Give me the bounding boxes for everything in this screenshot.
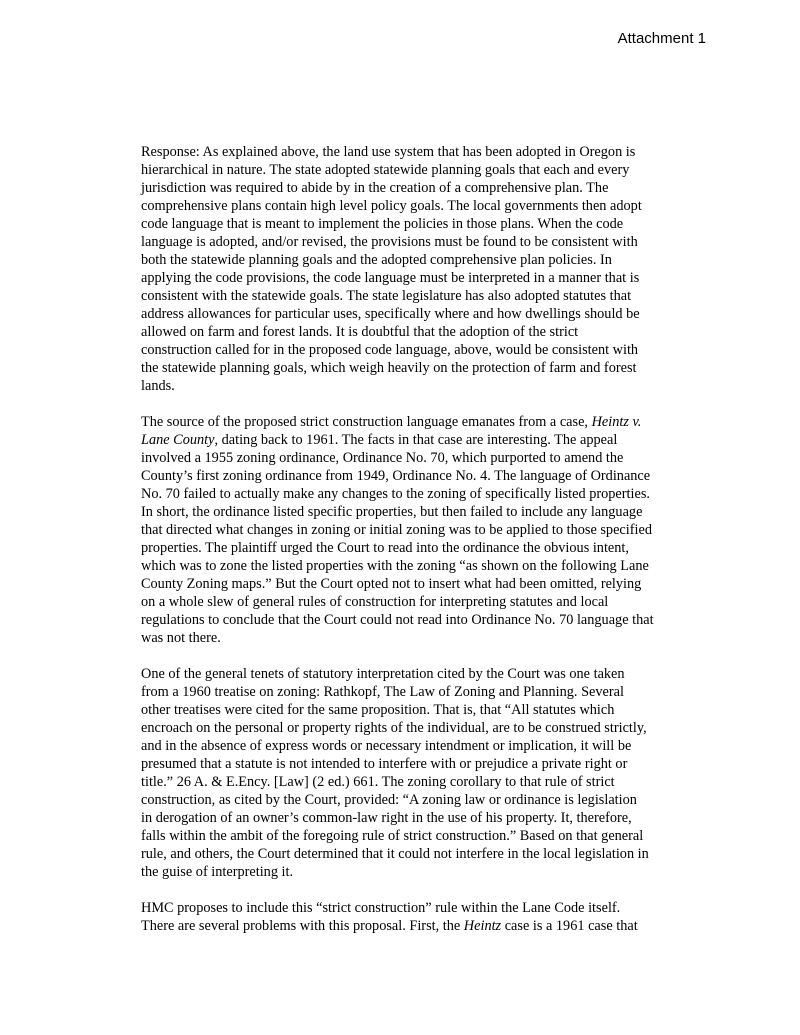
text-line bbox=[141, 557, 710, 575]
text-line bbox=[141, 431, 710, 449]
text-line bbox=[141, 719, 710, 737]
text-line bbox=[141, 701, 710, 719]
text-line bbox=[141, 773, 710, 791]
text-segment: consistent with the statewide goals. The state legislature has also adopted statutes that bbox=[141, 288, 632, 304]
text-line bbox=[141, 521, 710, 539]
text-segment: In short, the ordinance listed specific properties, but then failed to include any language bbox=[141, 504, 643, 520]
text-segment: which was to zone the listed properties with the zoning “as shown on the following Lane bbox=[141, 558, 649, 574]
text-line bbox=[141, 575, 710, 593]
text-line bbox=[141, 179, 710, 197]
text-line bbox=[141, 683, 710, 701]
text-line bbox=[141, 215, 710, 233]
text-line bbox=[141, 449, 710, 467]
text-line bbox=[141, 665, 710, 683]
text-segment: hierarchical in nature. The state adopted statewide planning goals that each and every bbox=[141, 162, 630, 178]
text-segment: HMC proposes to include this “strict construction” rule within the Lane Code itself. bbox=[141, 900, 621, 916]
text-segment: jurisdiction was required to abide by in the creation of a comprehensive plan. The bbox=[141, 180, 609, 196]
text-segment: language is adopted, and/or revised, the provisions must be found to be consistent with bbox=[141, 234, 638, 250]
text-line bbox=[141, 809, 710, 827]
paragraph bbox=[141, 143, 710, 395]
text-line bbox=[141, 287, 710, 305]
text-segment: County Zoning maps.” But the Court opted not to insert what had been omitted, relying bbox=[141, 576, 642, 592]
text-line bbox=[141, 899, 710, 917]
text-segment: construction, as cited by the Court, provided: “A zoning law or ordinance is legislation bbox=[141, 792, 637, 808]
text-line bbox=[141, 269, 710, 287]
text-segment: One of the general tenets of statutory interpretation cited by the Court was one taken bbox=[141, 666, 625, 682]
text-segment: The source of the proposed strict construction language emanates from a case, bbox=[141, 414, 592, 430]
text-line bbox=[141, 791, 710, 809]
text-line bbox=[141, 233, 710, 251]
text-segment: title.” 26 A. & E.Ency. [Law] (2 ed.) 661. The zoning corollary to that rule of strict bbox=[141, 774, 615, 790]
text-line bbox=[141, 629, 710, 647]
italic-text: Heintz v. bbox=[591, 414, 642, 430]
text-segment: allowed on farm and forest lands. It is doubtful that the adoption of the strict bbox=[141, 324, 579, 340]
document-body bbox=[141, 143, 710, 953]
text-segment: the statewide planning goals, which weigh heavily on the protection of farm and forest bbox=[141, 360, 637, 376]
paragraph bbox=[141, 413, 710, 647]
italic-text: Heintz bbox=[463, 918, 502, 934]
text-line bbox=[141, 917, 710, 935]
text-segment: in derogation of an owner’s common-law right in the use of his property. It, therefore, bbox=[141, 810, 632, 826]
text-segment: on a whole slew of general rules of construction for interpreting statutes and local bbox=[141, 594, 609, 610]
attachment-header: Attachment 1 bbox=[617, 30, 706, 47]
text-segment: other treatises were cited for the same proposition. That is, that “All statutes which bbox=[141, 702, 615, 718]
text-line bbox=[141, 539, 710, 557]
text-segment: both the statewide planning goals and the adopted comprehensive plan policies. In bbox=[141, 252, 612, 268]
text-segment: No. 70 failed to actually make any changes to the zoning of specifically listed properties. bbox=[141, 486, 650, 502]
text-line bbox=[141, 845, 710, 863]
text-line bbox=[141, 611, 710, 629]
text-line bbox=[141, 341, 710, 359]
text-line bbox=[141, 413, 710, 431]
text-line bbox=[141, 377, 710, 395]
text-line bbox=[141, 737, 710, 755]
text-line bbox=[141, 197, 710, 215]
text-line bbox=[141, 359, 710, 377]
text-segment: lands. bbox=[141, 378, 175, 394]
text-line bbox=[141, 755, 710, 773]
text-segment: regulations to conclude that the Court could not read into Ordinance No. 70 language that bbox=[141, 612, 654, 628]
text-segment: was not there. bbox=[141, 630, 221, 646]
text-segment: properties. The plaintiff urged the Court to read into the ordinance the obvious intent, bbox=[141, 540, 629, 556]
text-segment: encroach on the personal or property rights of the individual, are to be construed strictly, bbox=[141, 720, 647, 736]
text-segment: comprehensive plans contain high level policy goals. The local governments then adopt bbox=[141, 198, 642, 214]
text-segment: rule, and others, the Court determined that it could not interfere in the local legislation in bbox=[141, 846, 649, 862]
text-segment: from a 1960 treatise on zoning: Rathkopf, The Law of Zoning and Planning. Several bbox=[141, 684, 624, 700]
text-line bbox=[141, 503, 710, 521]
text-line bbox=[141, 143, 710, 161]
text-segment: code language that is meant to implement the policies in those plans. When the code bbox=[141, 216, 624, 232]
text-segment: involved a 1955 zoning ordinance, Ordinance No. 70, which purported to amend the bbox=[141, 450, 624, 466]
italic-text: Lane County bbox=[141, 432, 215, 448]
text-line bbox=[141, 593, 710, 611]
text-line bbox=[141, 467, 710, 485]
text-line bbox=[141, 161, 710, 179]
paragraph bbox=[141, 665, 710, 881]
text-segment: applying the code provisions, the code language must be interpreted in a manner that is bbox=[141, 270, 640, 286]
text-line bbox=[141, 863, 710, 881]
paragraph bbox=[141, 899, 710, 935]
text-segment: There are several problems with this proposal. First, the bbox=[141, 918, 464, 934]
text-segment: presumed that a statute is not intended to interfere with or prejudice a private right or bbox=[141, 756, 628, 772]
text-segment: County’s first zoning ordinance from 1949, Ordinance No. 4. The language of Ordinance bbox=[141, 468, 651, 484]
text-line bbox=[141, 251, 710, 269]
text-line bbox=[141, 827, 710, 845]
text-segment: and in the absence of express words or necessary intendment or implication, it will be bbox=[141, 738, 632, 754]
text-line bbox=[141, 485, 710, 503]
text-line bbox=[141, 305, 710, 323]
text-segment: that directed what changes in zoning or initial zoning was to be applied to those specified bbox=[141, 522, 652, 538]
text-segment: , dating back to 1961. The facts in that case are interesting. The appeal bbox=[214, 432, 618, 448]
text-segment: Response: As explained above, the land use system that has been adopted in Oregon is bbox=[141, 144, 636, 160]
text-line bbox=[141, 323, 710, 341]
text-segment: falls within the ambit of the foregoing rule of strict construction.” Based on that general bbox=[141, 828, 644, 844]
text-segment: address allowances for particular uses, specifically where and how dwellings should be bbox=[141, 306, 640, 322]
text-segment: the guise of interpreting it. bbox=[141, 864, 294, 880]
text-segment: construction called for in the proposed code language, above, would be consistent with bbox=[141, 342, 639, 358]
text-segment: case is a 1961 case that bbox=[501, 918, 638, 934]
